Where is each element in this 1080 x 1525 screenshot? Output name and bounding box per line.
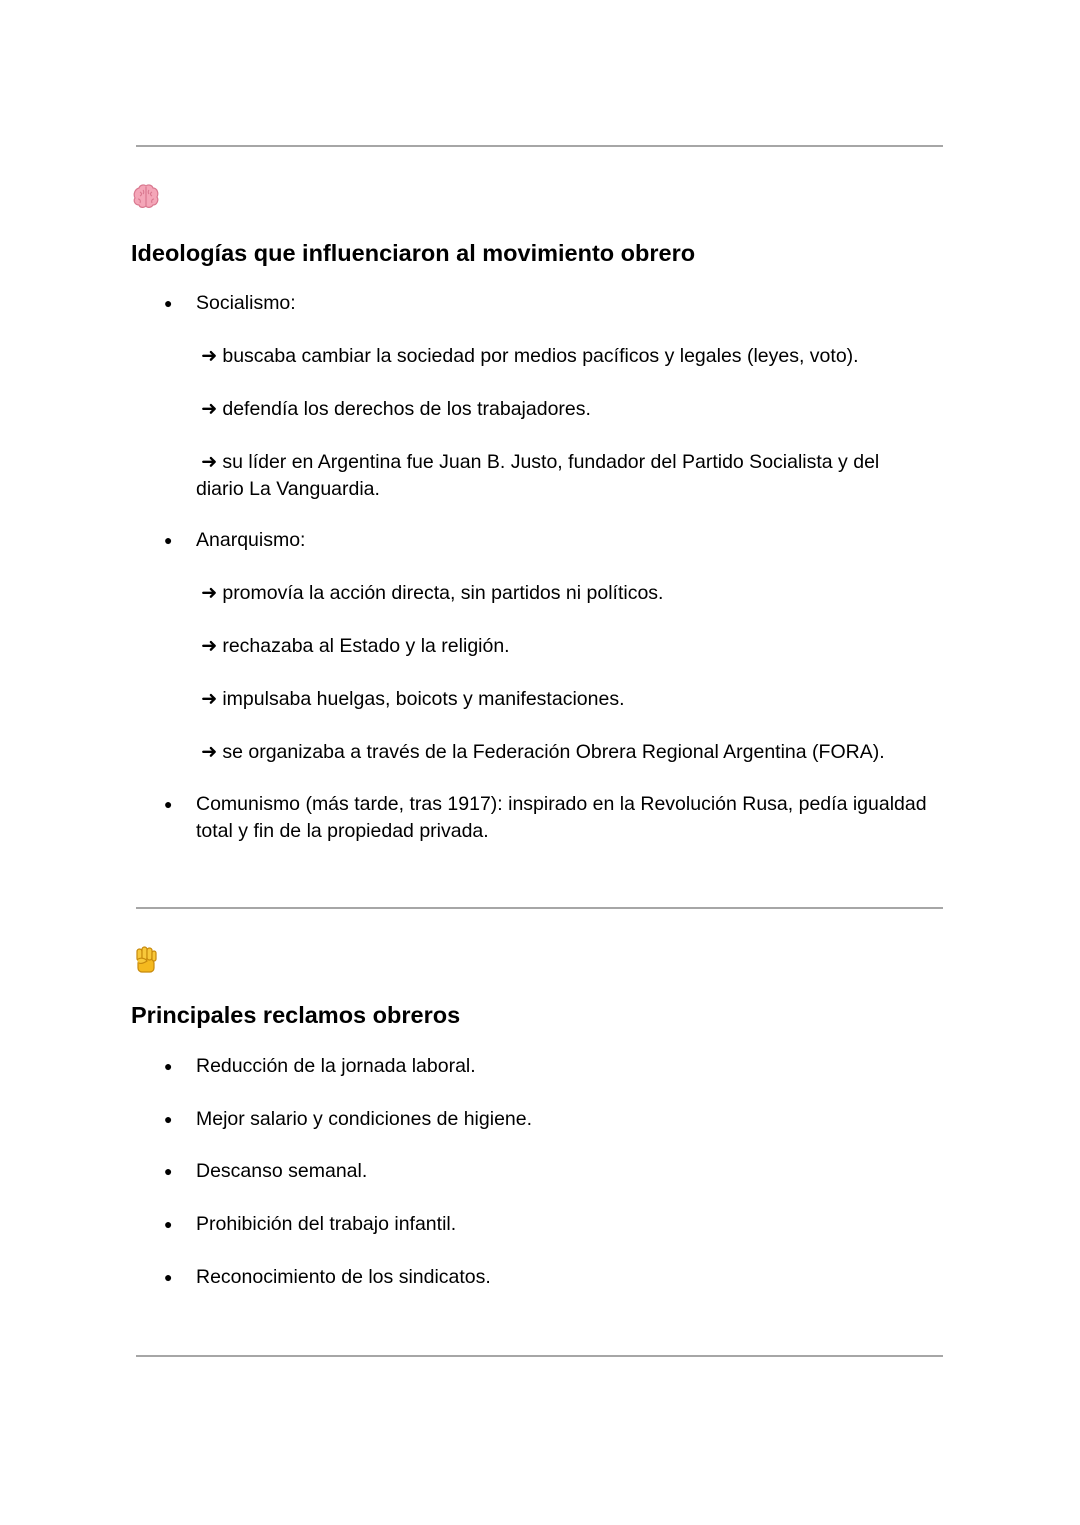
arrow-icon: ➜ — [201, 451, 218, 473]
sub-list-item: ➜ impulsaba huelgas, boicots y manifestaciones. — [201, 688, 625, 710]
sub-list-item: ➜ defendía los derechos de los trabajadores. — [201, 398, 591, 420]
arrow-icon: ➜ — [201, 398, 218, 420]
bullet-icon: ● — [164, 295, 173, 311]
raised-fist-icon — [131, 944, 161, 974]
sub-list-item: ➜ rechazaba al Estado y la religión. — [201, 635, 510, 657]
arrow-icon: ➜ — [201, 635, 218, 657]
bullet-icon: ● — [164, 1216, 173, 1232]
sub-list-item: ➜ se organizaba a través de la Federación Obrera Regional Argentina (FORA). — [201, 741, 885, 763]
brain-icon — [131, 182, 161, 212]
bullet-icon: ● — [164, 532, 173, 548]
arrow-icon: ➜ — [201, 582, 218, 604]
arrow-icon: ➜ — [201, 345, 218, 367]
bullet-icon: ● — [164, 796, 173, 812]
sub-list-item-continuation: diario La Vanguardia. — [196, 478, 380, 500]
section-divider — [136, 1355, 943, 1357]
section-divider — [136, 145, 943, 147]
sub-list-item: ➜ buscaba cambiar la sociedad por medios pacíficos y legales (leyes, voto). — [201, 345, 859, 367]
bullet-icon: ● — [164, 1111, 173, 1127]
list-item: Reducción de la jornada laboral. — [196, 1055, 476, 1077]
list-item: Comunismo (más tarde, tras 1917): inspirado en la Revolución Rusa, pedía igualdad — [196, 793, 927, 815]
list-item: Socialismo: — [196, 292, 296, 314]
bullet-icon: ● — [164, 1269, 173, 1285]
bullet-icon: ● — [164, 1163, 173, 1179]
list-item: Anarquismo: — [196, 529, 306, 551]
list-item: Descanso semanal. — [196, 1160, 368, 1182]
arrow-icon: ➜ — [201, 741, 218, 763]
bullet-icon: ● — [164, 1058, 173, 1074]
section-title: Ideologías que influenciaron al movimiento obrero — [131, 240, 696, 266]
list-item-continuation: total y fin de la propiedad privada. — [196, 820, 489, 842]
section-title: Principales reclamos obreros — [131, 1002, 461, 1028]
list-item: Mejor salario y condiciones de higiene. — [196, 1108, 533, 1130]
section-divider — [136, 907, 943, 909]
arrow-icon: ➜ — [201, 688, 218, 710]
sub-list-item: ➜ su líder en Argentina fue Juan B. Justo, fundador del Partido Socialista y del — [201, 451, 880, 473]
sub-list-item: ➜ promovía la acción directa, sin partidos ni políticos. — [201, 582, 664, 604]
list-item: Prohibición del trabajo infantil. — [196, 1213, 457, 1235]
list-item: Reconocimiento de los sindicatos. — [196, 1266, 491, 1288]
